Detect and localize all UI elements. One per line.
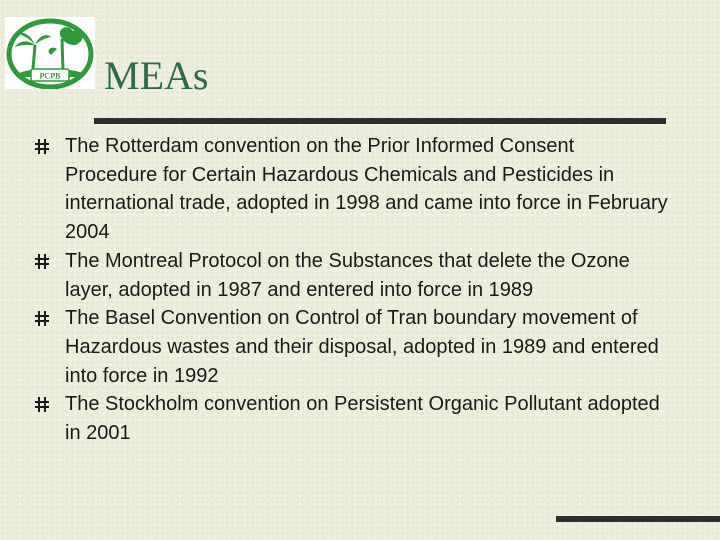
- bullet-text: The Montreal Protocol on the Substances that delete the Ozone layer, adopted in 1987 and entered into force in 1989: [65, 249, 630, 301]
- bullet-item: [30, 304, 670, 390]
- title-divider: [94, 118, 666, 124]
- slide-title: MEAs: [104, 53, 209, 98]
- pcpb-logo: [5, 17, 95, 89]
- bullet-text: The Rotterdam convention on the Prior Informed Consent Procedure for Certain Hazardous Chemicals and Pesticides in international trade, adopted in 1998 and came into force in February 2004: [65, 135, 668, 244]
- bullet-icon: [35, 254, 49, 269]
- bullet-list: [30, 132, 670, 448]
- bullet-item: [30, 247, 670, 304]
- bullet-item: [30, 390, 670, 447]
- bullet-icon: [35, 311, 49, 326]
- bullet-item: [30, 132, 670, 247]
- bullet-icon: [35, 397, 49, 412]
- bullet-text: The Stockholm convention on Persistent Organic Pollutant adopted in 2001: [65, 393, 660, 445]
- bullet-icon: [35, 139, 49, 154]
- logo-text: PCPB: [39, 71, 61, 81]
- footer-divider: [556, 516, 720, 522]
- bullet-text: The Basel Convention on Control of Tran boundary movement of Hazardous wastes and their disposal, adopted in 1989 and entered into force in 1992: [65, 307, 659, 387]
